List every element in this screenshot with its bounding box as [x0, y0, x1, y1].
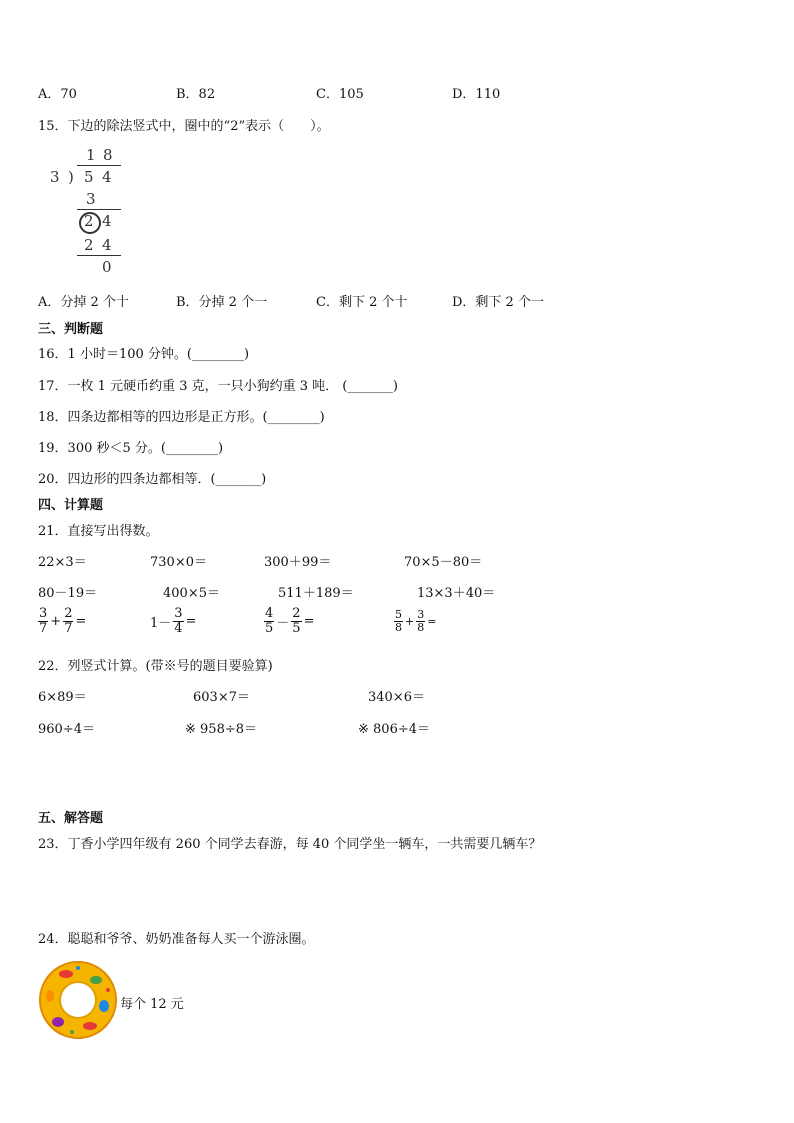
operator: +: [50, 614, 62, 629]
divisor: 3: [50, 168, 60, 186]
step3-digit-2: 4: [102, 236, 112, 254]
fraction: [264, 607, 274, 636]
fraction: [63, 607, 73, 636]
calc-item: 603×7＝: [193, 690, 250, 705]
calc-item: 511＋189＝: [278, 586, 354, 601]
equals-sign: =: [185, 614, 197, 629]
operator: －: [276, 616, 290, 631]
long-division-figure: [44, 142, 154, 282]
q15-option-c: C．剩下 2 个十: [316, 295, 408, 310]
numerator: 4: [265, 606, 274, 621]
circled-digit: 2: [84, 212, 94, 230]
numerator: 2: [292, 606, 301, 621]
fraction-expression-3: [264, 607, 316, 636]
fraction: [394, 609, 403, 634]
denominator: 4: [174, 621, 183, 636]
section4-heading: 四、计算题: [38, 498, 104, 513]
numerator: 3: [417, 608, 425, 621]
denominator: 5: [265, 621, 274, 636]
equals-sign: =: [427, 615, 437, 628]
fraction-expression-1: [38, 607, 88, 636]
division-top-line: [77, 165, 121, 166]
calc-item: 960÷4＝: [38, 722, 95, 737]
calc-item: 80－19＝: [38, 586, 98, 601]
calc-item: 13×3＋40＝: [417, 586, 496, 601]
q15-option-b: B．分掉 2 个一: [176, 295, 268, 310]
quotient-digit-1: 1: [86, 146, 96, 164]
q14-option-a: A．70: [38, 87, 77, 102]
fraction: [416, 609, 425, 634]
numerator: 3: [39, 606, 48, 621]
q15-option-a: A．分掉 2 个十: [38, 295, 129, 310]
fraction-expression-4: [394, 609, 438, 634]
q15-option-d: D．剩下 2 个一: [452, 295, 544, 310]
numerator: 5: [395, 608, 402, 621]
dividend-digit-1: 5: [84, 168, 94, 186]
step3-digit-1: 2: [84, 236, 94, 254]
remainder-digit: 0: [102, 258, 112, 276]
q14-option-b: B．82: [176, 87, 216, 102]
q23-text: 23．丁香小学四年级有 260 个同学去春游，每 40 个同学坐一辆车，一共需要几辆车？: [38, 837, 542, 852]
denominator: 7: [64, 621, 73, 636]
q14-option-c: C．105: [316, 87, 364, 102]
judge-item-20: 20．四边形的四条边都相等．(_______): [38, 472, 267, 487]
price-label: 每个 12 元: [120, 997, 184, 1012]
calc-item: 730×0＝: [150, 555, 207, 570]
division-line-2: [77, 255, 121, 256]
q22-title: 22．列竖式计算。(带※号的题目要验算): [38, 659, 273, 674]
q15-title: 15．下边的除法竖式中，圈中的“2”表示（ ）。: [38, 119, 330, 134]
q24-text: 24．聪聪和爷爷、奶奶准备每人买一个游泳圈。: [38, 932, 315, 947]
q21-title: 21．直接写出得数。: [38, 524, 159, 539]
operator: 1－: [150, 616, 172, 631]
judge-item-18: 18．四条边都相等的四边形是正方形。(________): [38, 410, 325, 425]
dividend-digit-2: 4: [102, 168, 112, 186]
calc-item: 22×3＝: [38, 555, 87, 570]
division-bracket: ): [68, 168, 74, 186]
numerator: 2: [64, 606, 73, 621]
swim-ring-image: [38, 960, 118, 1040]
denominator: 5: [292, 621, 301, 636]
calc-item: ※ 958÷8＝: [185, 722, 258, 737]
section5-heading: 五、解答题: [38, 811, 104, 826]
fraction: [173, 607, 183, 636]
fraction: [38, 607, 48, 636]
swim-ring-icon: [38, 960, 118, 1040]
fraction-expression-2: [148, 607, 198, 636]
step2-digit-2: 4: [102, 212, 112, 230]
judge-item-16: 16．1 小时＝100 分钟。(________): [38, 347, 250, 362]
calc-item: 340×6＝: [368, 690, 425, 705]
division-line-1: [77, 209, 121, 210]
q14-option-d: D．110: [452, 87, 501, 102]
calc-item: ※ 806÷4＝: [358, 722, 431, 737]
fraction: [291, 607, 301, 636]
denominator: 8: [417, 621, 425, 634]
numerator: 3: [174, 606, 183, 621]
step1-digit: 3: [86, 190, 96, 208]
operator: +: [405, 615, 415, 628]
calc-item: 300＋99＝: [264, 555, 332, 570]
judge-item-17: 17．一枚 1 元硬币约重 3 克，一只小狗约重 3 吨． (_______): [38, 379, 398, 394]
denominator: 7: [39, 621, 48, 636]
equals-sign: =: [303, 614, 315, 629]
judge-item-19: 19．300 秒＜5 分。(________): [38, 441, 224, 456]
calc-item: 70×5－80＝: [404, 555, 483, 570]
calc-item: 6×89＝: [38, 690, 87, 705]
calc-item: 400×5＝: [163, 586, 220, 601]
denominator: 8: [395, 621, 402, 634]
section3-heading: 三、判断题: [38, 322, 104, 337]
quotient-digit-2: 8: [103, 146, 113, 164]
equals-sign: =: [75, 614, 87, 629]
